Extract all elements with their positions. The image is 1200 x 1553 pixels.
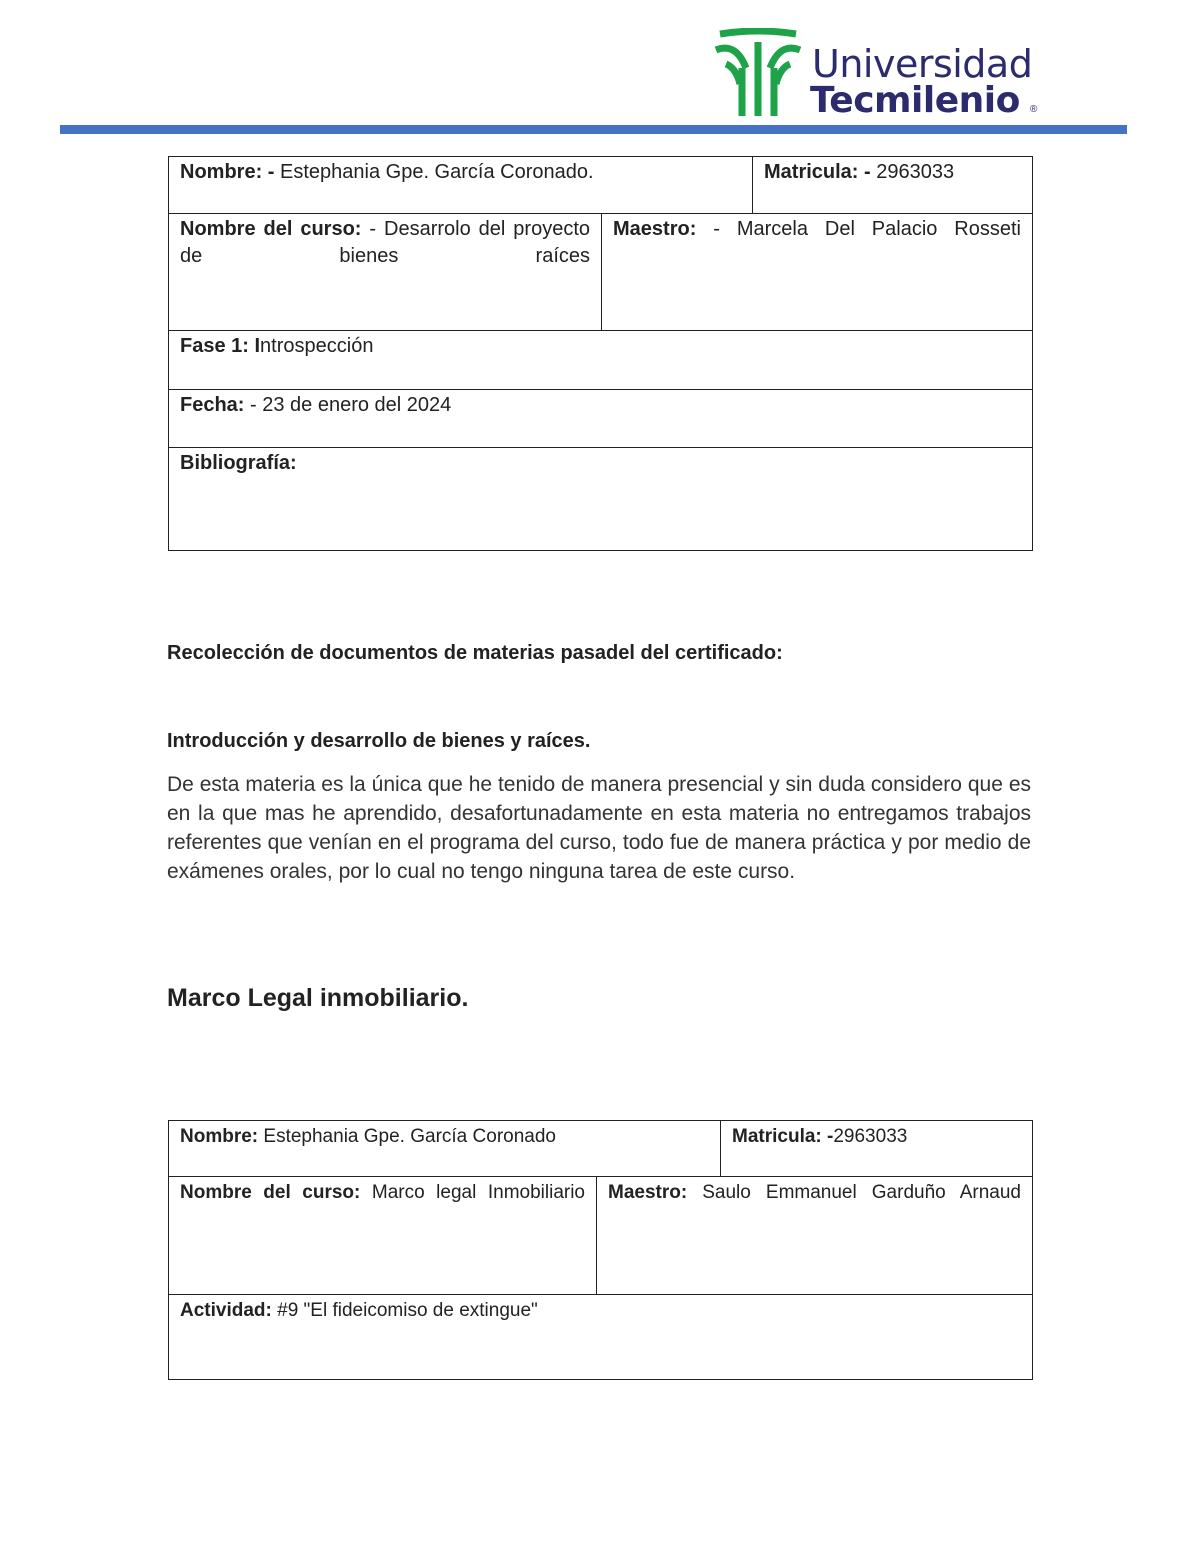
intro-paragraph: De esta materia es la única que he tenido de manera presencial y sin duda considero que es en la que mas he aprendido, desafortunadamente en esta materia no entregamos trabajos referentes que venían en el programa del curso, todo fue de manera práctica y por medio de exámenes orales, por lo cual no tengo ninguna tarea de este curso. [167,773,1031,883]
table-row [169,1121,1032,1177]
nombre-cell [169,1121,720,1176]
nombre-value: Estephania Gpe. García Coronado [258,1126,556,1147]
nombre-cell [169,157,752,213]
curso-label: Nombre del curso: [180,218,362,240]
fase-label: Fase 1: I [180,335,261,357]
fecha-value: - 23 de enero del 2024 [244,394,452,416]
maestro-value: Saulo Emmanuel Garduño Arnaud [687,1182,1021,1203]
intro-heading: Introducción y desarrollo de bienes y raíces. [167,730,591,752]
table-row [169,390,1032,448]
nombre-label: Nombre: [180,1126,259,1147]
table-row [169,1295,1032,1379]
curso-value: Marco legal Inmobiliario [360,1182,586,1203]
nombre-label: Nombre: - [180,161,275,183]
maestro-cell [596,1177,1032,1294]
matricula-cell [752,157,1032,213]
actividad-label: Actividad: [180,1300,272,1321]
header-rule [60,125,1127,134]
matricula-value: 2963033 [870,161,955,183]
curso-label: Nombre del curso: [180,1182,361,1203]
fecha-label: Fecha: [180,394,245,416]
bibliografia-cell [169,448,1032,550]
maestro-label: Maestro: [608,1182,688,1203]
matricula-label: Matricula: - [732,1126,834,1147]
matricula-label: Matricula: - [764,161,871,183]
actividad-cell [169,1295,1032,1379]
fase-value: ntrospección [260,335,374,357]
table-row [169,331,1032,390]
table-row [169,157,1032,214]
nombre-value: Estephania Gpe. García Coronado. [274,161,594,183]
matricula-cell [720,1121,1032,1176]
logo-line2: Tecmilenio [810,80,1020,121]
maestro-cell [601,214,1032,330]
tecmilenio-palm-icon [712,28,804,120]
logo-line1: Universidad [812,42,1033,86]
curso-cell [169,1177,596,1294]
table-row [169,214,1032,331]
bibliografia-label: Bibliografía: [180,452,297,474]
info-table-1 [168,156,1033,551]
registered-mark: ® [1030,104,1038,115]
recoleccion-heading: Recolección de documentos de materias pasadel del certificado: [167,642,783,664]
curso-value: - Desarrolo del proyecto de bienes raíces [180,218,591,267]
university-logo [712,28,1042,120]
marco-heading: Marco Legal inmobiliario. [167,984,469,1012]
curso-cell [169,214,601,330]
maestro-label: Maestro: [613,218,697,240]
matricula-value: 2963033 [833,1126,908,1147]
table-row [169,448,1032,550]
fecha-cell [169,390,1032,447]
maestro-value: - Marcela Del Palacio Rosseti [696,218,1021,240]
info-table-2 [168,1120,1033,1380]
fase-cell [169,331,1032,389]
actividad-value: #9 "El fideicomiso de extingue" [271,1300,538,1321]
table-row [169,1177,1032,1295]
